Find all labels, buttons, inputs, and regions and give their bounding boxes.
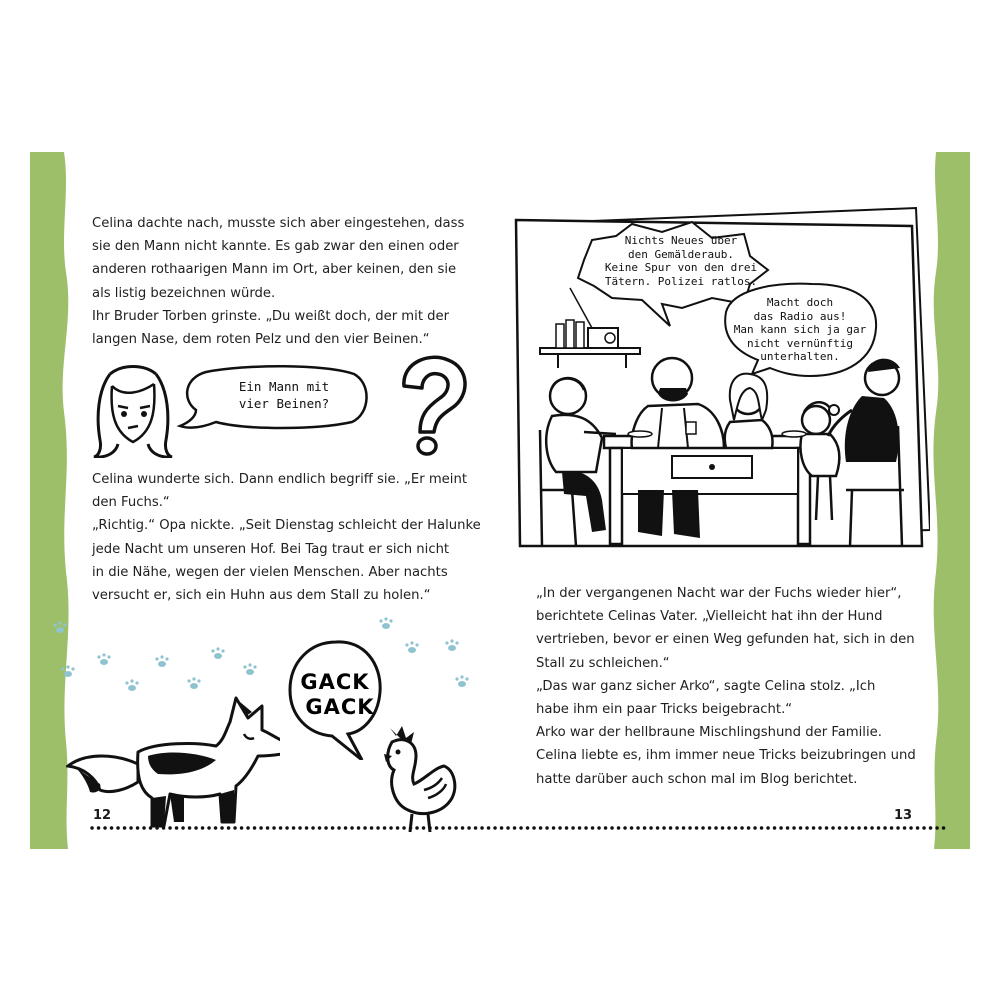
dotted-ground-line — [90, 823, 946, 833]
text-line: jede Nacht um unseren Hof. Bei Tag traut er sich nicht — [92, 541, 450, 557]
text-line: „In der vergangenen Nacht war der Fuchs wieder hier“, — [536, 586, 902, 601]
right-green-border — [933, 152, 970, 849]
text-line: Arko war der hellbraune Mischlingshund der Familie. — [536, 725, 882, 741]
text-line: „Richtig.“ Opa nickte. „Seit Dienstag schleicht der Halunke — [92, 518, 481, 534]
text-line: als listig bezeichnen würde. — [92, 285, 276, 301]
right-paragraph — [536, 582, 936, 791]
text-line: anderen rothaarigen Mann im Ort, aber keinen, den sie — [92, 262, 457, 278]
girl-face-illustration — [88, 362, 178, 458]
mother-bubble-text: Macht doch das Radio aus! Man kann sich ja gar nicht vernünftig unterhalten. — [733, 296, 867, 363]
text-line: den Fuchs.“ — [92, 495, 170, 511]
text-line: Ihr Bruder Torben grinste. „Du weißt doch, der mit der — [92, 308, 450, 324]
chicken-illustration — [374, 724, 464, 836]
text-line: Celina wunderte sich. Dann endlich begriff sie. „Er meint — [92, 472, 467, 487]
text-line: Celina liebte es, ihm immer neue Tricks beizubringen und — [536, 748, 916, 764]
left-paragraph-2 — [92, 468, 492, 607]
text-line: Celina dachte nach, musste sich aber eingestehen, dass — [92, 216, 465, 231]
paw-print-icon — [243, 663, 256, 675]
paw-print-icon — [97, 653, 110, 665]
left-paragraph-1 — [92, 212, 492, 351]
paw-print-icon — [125, 679, 138, 691]
paw-print-icon — [61, 665, 74, 677]
paw-prints — [52, 612, 472, 702]
left-green-border — [30, 152, 69, 849]
text-line: in die Nähe, wegen der vielen Menschen. Aber nachts — [92, 564, 448, 580]
text-line: hatte darüber auch schon mal im Blog berichtet. — [536, 771, 858, 787]
paw-print-icon — [211, 647, 224, 659]
text-line: „Das war ganz sicher Arko“, sagte Celina stolz. „Ich — [536, 678, 876, 694]
book-spread — [30, 152, 970, 849]
paw-print-icon — [155, 655, 168, 667]
text-line: berichtete Celinas Vater. „Vielleicht hat ihn der Hund — [536, 609, 883, 625]
page-number-right: 13 — [894, 808, 913, 823]
paw-print-icon — [445, 639, 458, 651]
text-line: versucht er, sich ein Huhn aus dem Stall zu holen.“ — [92, 588, 431, 604]
paw-print-icon — [53, 621, 66, 633]
text-line: vertrieben, bevor er einen Weg gefunden hat, sich in den — [536, 632, 915, 648]
text-line: sie den Mann nicht kannte. Es gab zwar den einen oder — [92, 239, 459, 255]
text-line: langen Nase, dem roten Pelz und den vier Beinen.“ — [92, 332, 430, 348]
paw-print-icon — [379, 617, 392, 629]
paw-print-icon — [455, 675, 468, 687]
page-number-left: 12 — [93, 808, 112, 823]
paw-print-icon — [187, 677, 200, 689]
text-line: Stall zu schleichen.“ — [536, 655, 670, 671]
paw-print-icon — [405, 641, 418, 653]
speech-bubble-text: Ein Mann mit vier Beinen? — [238, 379, 330, 411]
radio-bubble-text: Nichts Neues über den Gemälderaub. Keine Spur von den drei Tätern. Polizei ratlos. — [604, 234, 758, 288]
question-mark-icon — [390, 352, 474, 460]
chicken-bubble-text: GACK GACK — [300, 670, 375, 719]
text-line: habe ihm ein paar Tricks beigebracht.“ — [536, 702, 793, 718]
